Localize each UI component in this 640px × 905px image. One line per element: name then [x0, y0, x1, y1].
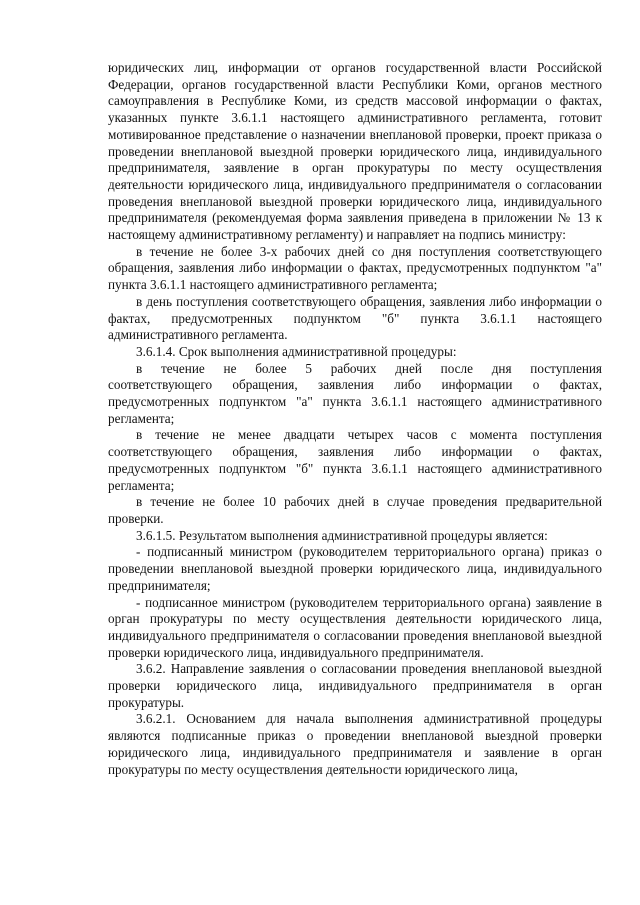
paragraph-3-6-1-5-heading: 3.6.1.5. Результатом выполнения административной процедуры является:: [136, 527, 548, 543]
paragraph-deadline-3-days: в течение не более 3-х рабочих дней со дня поступления соответствующего обращения, заявления либо информации о фактах, предусмотренных подпунктом "а" пункта 3.6.1.1 настоящего административного регламента;: [108, 243, 602, 293]
paragraph-3-6-2-1: 3.6.2.1. Основанием для начала выполнения административной процедуры являются подписанные приказ о проведении внеплановой выездной проверки юридического лица, индивидуального предпринимателя и заявление в орган прокуратуры по месту осуществления деятельности юридического лица,: [108, 711, 602, 777]
paragraph-deadline-24-hours: в течение не менее двадцати четырех часов с момента поступления соответствующего обращения, заявления либо информации о фактах, предусмотренных подпунктом "б" пункта 3.6.1.1 настоящего административного регламента;: [108, 427, 602, 493]
document-body: [108, 60, 602, 778]
paragraph-3-6-1-4-heading: 3.6.1.4. Срок выполнения административной процедуры:: [136, 343, 457, 359]
paragraph-3-6-2-heading: 3.6.2. Направление заявления о согласовании проведения внеплановой выездной проверки юридического лица, индивидуального предпринимателя в орган прокуратуры.: [108, 661, 602, 710]
paragraph-result-application: - подписанное министром (руководителем территориального органа) заявление в орган прокуратуры по месту осуществления деятельности юридического лица, индивидуального предпринимателя о согласовании проведения внеплановой выездной проверки юридического лица, индивидуального предпринимателя.: [108, 594, 602, 660]
paragraph-same-day: в день поступления соответствующего обращения, заявления либо информации о фактах, предусмотренных подпунктом "б" пункта 3.6.1.1 настоящего административного регламента.: [108, 293, 602, 343]
paragraph-deadline-10-days: в течение не более 10 рабочих дней в случае проведения предварительной проверки.: [108, 494, 602, 526]
paragraph-deadline-5-days: в течение не более 5 рабочих дней после дня поступления соответствующего обращения, заявления либо информации о фактах, предусмотренных подпунктом "а" пункта 3.6.1.1 настоящего административного регламента;: [108, 360, 602, 426]
paragraph-result-order: - подписанный министром (руководителем территориального органа) приказ о проведении внеплановой выездной проверки юридического лица, индивидуального предпринимателя;: [108, 544, 602, 593]
paragraph-continuation: юридических лиц, информации от органов государственной власти Российской Федерации, органов государственной власти Республики Коми, органов местного самоуправления в Республике Коми, из средств массовой информации о фактах, указанных пункте 3.6.1.1 настоящего административного регламента, готовит мотивированное представление о назначении внеплановой проверки, проект приказа о проведении внеплановой выездной проверки юридического лица, индивидуального предпринимателя, заявление в орган прокуратуры по месту осуществления деятельности юридического лица, индивидуального предпринимателя о согласовании проведения внеплановой выездной проверки юридического лица, индивидуального предпринимателя (рекомендуемая форма заявления приведена в приложении № 13 к настоящему административному регламенту) и направляет на подпись министру:: [108, 60, 602, 243]
